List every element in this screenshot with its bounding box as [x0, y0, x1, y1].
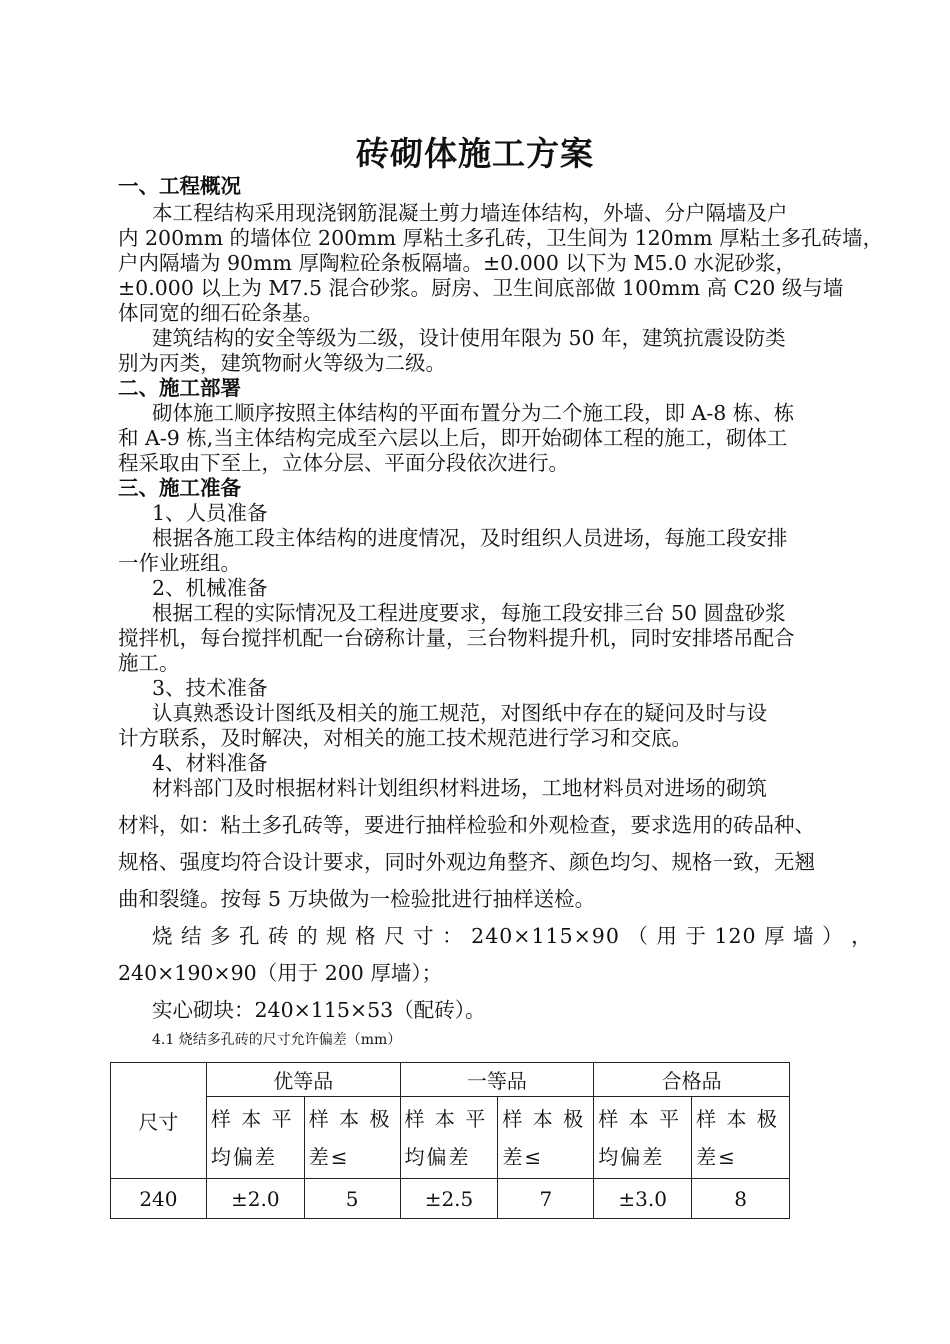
header-text: 样 本 平 — [598, 1106, 681, 1131]
paragraph-line: 施工。 — [118, 651, 180, 675]
header-text: 均偏差 — [598, 1144, 665, 1169]
header-text: 样 本 极 — [308, 1106, 392, 1131]
paragraph-line: 体同宽的细石砼条基。 — [118, 301, 323, 325]
paragraph-line: 根据各施工段主体结构的进度情况，及时组织人员进场，每施工段安排 — [152, 526, 788, 550]
size-header-cell: 尺寸 — [111, 1063, 207, 1179]
header-text: 差≤ — [502, 1144, 544, 1169]
paragraph-line: 一作业班组。 — [118, 551, 241, 575]
subheading-machinery: 2、机械准备 — [152, 576, 268, 600]
header-text: 样 本 平 — [404, 1106, 488, 1131]
table-cell: ±2.0 — [206, 1179, 304, 1219]
header-text: 差≤ — [308, 1144, 350, 1169]
subheading-materials: 4、材料准备 — [152, 751, 268, 775]
paragraph-line: 烧 结 多 孔 砖 的 规 格 尺 寸 ： 240×115×90 （ 用 于 120 厚 墙 ） ， — [152, 924, 873, 948]
paragraph-line: 材料部门及时根据材料计划组织材料进场，工地材料员对进场的砌筑 — [152, 776, 767, 800]
header-text: 均偏差 — [404, 1144, 471, 1169]
paragraph-line: 内 200mm 的墙体位 200mm 厚粘土多孔砖，卫生间为 120mm 厚粘土多孔砖墙， — [118, 226, 884, 250]
header-text: 样 本 极 — [502, 1106, 586, 1131]
paragraph-line: 建筑结构的安全等级为二级，设计使用年限为 50 年，建筑抗震设防类 — [152, 326, 786, 350]
range-header — [498, 1097, 594, 1179]
section-heading-overview: 一、工程概况 — [118, 174, 241, 198]
table-subheader-row — [111, 1097, 790, 1179]
avg-deviation-header — [400, 1097, 498, 1179]
paragraph-line: 搅拌机，每台搅拌机配一台磅称计量，三台物料提升机，同时安排塔吊配合 — [118, 626, 795, 650]
paragraph-line: 规格、强度均符合设计要求，同时外观边角整齐、颜色均匀、规格一致，无翘 — [118, 850, 815, 874]
size-tolerance-table — [110, 1062, 790, 1219]
subheading-technical: 3、技术准备 — [152, 676, 268, 700]
paragraph-line: 程采取由下至上，立体分层、平面分段依次进行。 — [118, 451, 569, 475]
avg-deviation-header — [206, 1097, 304, 1179]
paragraph-line: 实心砌块：240×115×53（配砖）。 — [152, 998, 486, 1022]
range-header — [692, 1097, 790, 1179]
paragraph-line: 计方联系，及时解决，对相关的施工技术规范进行学习和交底。 — [118, 726, 692, 750]
subheading-personnel: 1、人员准备 — [152, 501, 268, 525]
paragraph-line: 别为丙类，建筑物耐火等级为二级。 — [118, 351, 446, 375]
table-header-row — [111, 1063, 790, 1097]
header-text: 差≤ — [696, 1144, 737, 1169]
grade-header-first: 一等品 — [400, 1063, 594, 1097]
table-cell: ±2.5 — [400, 1179, 498, 1219]
table-row — [111, 1179, 790, 1219]
paragraph-line: 根据工程的实际情况及工程进度要求，每施工段安排三台 50 圆盘砂浆 — [152, 601, 786, 625]
grade-header-qualified: 合格品 — [594, 1063, 790, 1097]
paragraph-line: 240×190×90（用于 200 厚墙）； — [118, 961, 443, 985]
size-cell: 240 — [111, 1179, 207, 1219]
table-caption: 4.1 烧结多孔砖的尺寸允许偏差（mm） — [152, 1032, 402, 1048]
section-heading-deployment: 二、施工部署 — [118, 376, 241, 400]
table-cell: 7 — [498, 1179, 594, 1219]
header-text: 样 本 平 — [210, 1106, 294, 1131]
table-cell: ±3.0 — [594, 1179, 692, 1219]
paragraph-line: 材料，如：粘土多孔砖等，要进行抽样检验和外观检查，要求选用的砖品种、 — [118, 813, 815, 837]
avg-deviation-header — [594, 1097, 692, 1179]
range-header — [304, 1097, 400, 1179]
paragraph-line: 和 A-9 栋,当主体结构完成至六层以上后，即开始砌体工程的施工，砌体工 — [118, 426, 788, 450]
paragraph-line: ±0.000 以上为 M7.5 混合砂浆。厨房、卫生间底部做 100mm 高 C20 级与墙 — [118, 276, 844, 300]
header-text: 均偏差 — [210, 1144, 277, 1169]
paragraph-line: 认真熟悉设计图纸及相关的施工规范，对图纸中存在的疑问及时与设 — [152, 701, 767, 725]
document-title: 砖砌体施工方案 — [356, 134, 594, 173]
paragraph-line: 砌体施工顺序按照主体结构的平面布置分为二个施工段，即 A-8 栋、栋 — [152, 401, 795, 425]
section-heading-preparation: 三、施工准备 — [118, 476, 241, 500]
header-text: 样 本 极 — [696, 1106, 779, 1131]
paragraph-line: 户内隔墙为 90mm 厚陶粒砼条板隔墙。±0.000 以下为 M5.0 水泥砂浆， — [118, 251, 797, 275]
table-cell: 5 — [304, 1179, 400, 1219]
paragraph-line: 本工程结构采用现浇钢筋混凝土剪力墙连体结构，外墙、分户隔墙及户 — [152, 201, 788, 225]
paragraph-line: 曲和裂缝。按每 5 万块做为一检验批进行抽样送检。 — [118, 887, 596, 911]
table-cell: 8 — [692, 1179, 790, 1219]
grade-header-premium: 优等品 — [206, 1063, 400, 1097]
